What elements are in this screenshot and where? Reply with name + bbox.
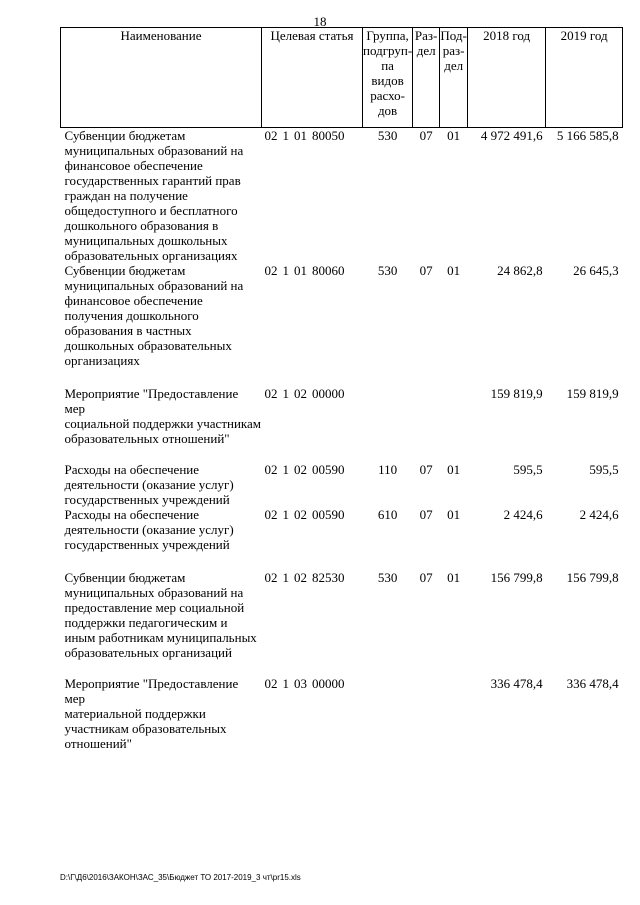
header-year-2018-label: 2018 год [483,28,531,43]
row-name-line: участникам образовательных [64,721,227,736]
row-section: 07 [419,570,433,585]
row-2019-value: 156 799,8 [566,570,619,585]
target-code-part: 1 [282,128,289,143]
header-row [61,28,623,128]
header-section-line: дел [416,43,436,58]
header-group-line: дов [377,103,398,118]
row-subsection: 01 [447,507,461,522]
target-code-part: 02 [294,507,307,522]
row-target-code [262,507,363,552]
table-row [61,570,623,660]
table-row [61,263,623,368]
row-spacer-cell [61,660,623,676]
row-subsection: 01 [447,462,461,477]
target-code-part: 03 [294,676,307,691]
row-subsection [440,386,468,446]
table-row [61,128,623,264]
page-number: 18 [313,14,327,29]
row-name-line: граждан на получение [64,188,188,203]
target-code-part: 02 [294,386,307,401]
row-name-line: Мероприятие "Предоставление мер [64,676,239,706]
row-section: 07 [419,263,433,278]
row-target-code [262,462,363,507]
target-code-part: 80060 [312,263,345,278]
row-name-line: Субвенции бюджетам [64,570,186,585]
row-target-code [262,386,363,446]
row-name-line: поддержки педагогическим и [64,615,228,630]
row-name-line: социальной поддержки участникам [64,416,262,431]
row-name [61,386,262,446]
table-body [61,128,623,752]
row-name-line: государственных учреждений [64,537,230,552]
row-target-code [262,676,363,751]
target-code-part: 02 [264,570,278,585]
row-2018-value: 2 424,6 [503,507,543,522]
row-section: 07 [419,507,433,522]
header-name-label: Наименование [120,28,202,43]
row-2019-value: 595,5 [589,462,619,477]
header-group-line: Группа, [366,28,409,43]
row-group: 610 [377,507,398,522]
row-2019-value: 26 645,3 [573,263,619,278]
row-name-line: Субвенции бюджетам [64,263,186,278]
header-section [413,28,440,128]
target-code-part: 00590 [312,507,345,522]
row-target-code [262,570,363,660]
target-code-part: 01 [294,263,307,278]
row-subsection: 01 [447,263,461,278]
target-code-part: 02 [294,462,307,477]
target-code-part: 02 [264,676,278,691]
row-spacer-cell [61,552,623,570]
target-code-part: 1 [282,570,289,585]
target-code-part: 01 [294,128,307,143]
row-name-line: образовательных организациях [64,248,238,263]
row-section: 07 [419,462,433,477]
row-name-line: образования в частных [64,323,192,338]
row-subsection: 01 [447,128,461,143]
row-2019-value: 159 819,9 [566,386,619,401]
row-2019-value: 5 166 585,8 [556,128,619,143]
row-2018-value: 24 862,8 [497,263,543,278]
header-subsection [440,28,468,128]
row-name-line: Расходы на обеспечение [64,507,200,522]
row-spacer-cell [61,368,623,386]
target-code-part: 02 [264,386,278,401]
row-name-line: отношений" [64,736,132,751]
row-name-line: дошкольного образования в [64,218,219,233]
row-name-line: финансовое обеспечение [64,158,203,173]
row-name-line: дошкольных образовательных [64,338,232,353]
row-name-line: Мероприятие "Предоставление мер [64,386,239,416]
target-code-part: 00000 [312,386,345,401]
header-subsection-line: дел [444,58,464,73]
header-subsection-line: раз- [442,43,465,58]
row-name-line: общедоступного и бесплатного [64,203,238,218]
budget-table [60,27,623,751]
row-name [61,263,262,368]
row-name-line: организациях [64,353,140,368]
row-section [413,676,440,751]
header-year-2019 [546,28,623,128]
row-name-line: финансовое обеспечение [64,293,203,308]
target-code-part: 1 [282,386,289,401]
row-subsection: 01 [447,570,461,585]
row-name [61,128,262,264]
row-name-line: деятельности (оказание услуг) [64,477,234,492]
row-name-line: образовательных отношений" [64,431,230,446]
header-group-line: расхо- [370,88,405,103]
row-2018-value: 336 478,4 [490,676,543,691]
row-name [61,507,262,552]
row-2018-value: 159 819,9 [490,386,543,401]
row-spacer [61,660,623,676]
row-name-line: образовательных организаций [64,645,232,660]
target-code-part: 1 [282,676,289,691]
target-code-part: 82530 [312,570,345,585]
row-name-line: иным работникам муниципальных [64,630,257,645]
row-name-line: муниципальных образований на [64,278,244,293]
table-row [61,676,623,751]
target-code-part: 1 [282,462,289,477]
row-2018-value: 156 799,8 [490,570,543,585]
row-spacer [61,446,623,462]
row-group [363,386,413,446]
row-section [413,386,440,446]
target-code-part: 02 [264,128,278,143]
table-row [61,462,623,507]
row-group: 530 [377,263,398,278]
header-group [363,28,413,128]
table-row [61,386,623,446]
header-section-line: Раз- [414,28,438,43]
row-group [363,676,413,751]
header-year-2018 [468,28,546,128]
row-spacer [61,368,623,386]
row-name-line: получения дошкольного [64,308,199,323]
row-spacer-cell [61,446,623,462]
row-section: 07 [419,128,433,143]
header-subsection-line: Под- [440,28,467,43]
row-name-line: государственных учреждений [64,492,230,507]
row-name-line: муниципальных образований на [64,585,244,600]
table-header [61,28,623,128]
header-target-label: Целевая статья [270,28,354,43]
target-code-part: 02 [264,462,278,477]
row-name-line: материальной поддержки [64,706,206,721]
header-group-line: подгруп- [363,43,413,58]
target-code-part: 1 [282,507,289,522]
row-2018-value: 4 972 491,6 [480,128,543,143]
row-name-line: Субвенции бюджетам [64,128,186,143]
table-row [61,507,623,552]
target-code-part: 1 [282,263,289,278]
header-group-line: па [381,58,394,73]
header-target [262,28,363,128]
target-code-part: 00590 [312,462,345,477]
header-name [61,28,262,128]
row-target-code [262,263,363,368]
row-target-code [262,128,363,264]
row-2019-value: 2 424,6 [579,507,619,522]
row-group: 530 [377,128,398,143]
row-name-line: государственных гарантий прав [64,173,241,188]
row-name [61,570,262,660]
header-group-line: видов [371,73,404,88]
row-name [61,462,262,507]
target-code-part: 02 [294,570,307,585]
row-name-line: предоставление мер социальной [64,600,245,615]
row-name [61,676,262,751]
target-code-part: 02 [264,263,278,278]
target-code-part: 80050 [312,128,345,143]
target-code-part: 02 [264,507,278,522]
row-subsection [440,676,468,751]
row-2018-value: 595,5 [513,462,543,477]
row-2019-value: 336 478,4 [566,676,619,691]
header-year-2019-label: 2019 год [560,28,608,43]
row-name-line: деятельности (оказание услуг) [64,522,234,537]
row-group: 110 [378,462,398,477]
row-name-line: муниципальных образований на [64,143,244,158]
file-path-footer: D:\Г\Д6\2016\ЗАКОН\ЗАС_35\Бюджет ТО 2017-2019_3 чт\pr15.xls [60,873,301,882]
target-code-part: 00000 [312,676,345,691]
row-name-line: Расходы на обеспечение [64,462,200,477]
row-spacer [61,552,623,570]
row-group: 530 [377,570,398,585]
row-name-line: муниципальных дошкольных [64,233,228,248]
